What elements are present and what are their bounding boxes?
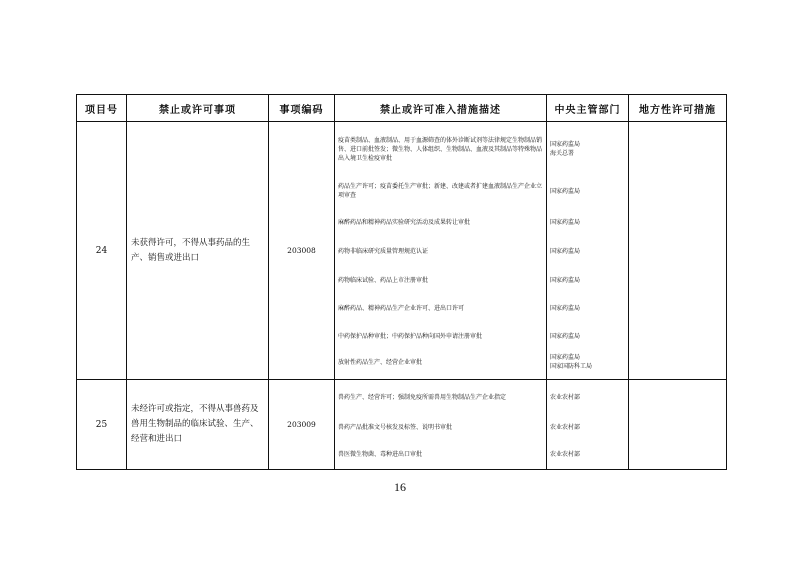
row-item: 未获得许可，不得从事药品的生产、销售或进出口: [127, 122, 269, 380]
row-number: 24: [77, 122, 127, 380]
authority-item: 国家药监局: [550, 304, 581, 312]
row-authorities: [547, 122, 629, 380]
measure-item: 药物临床试验、药品上市注册审批: [338, 276, 429, 284]
header-item-number: 项目号: [77, 95, 127, 122]
row-number: 25: [77, 380, 127, 470]
authority-item: 国家药监局: [550, 187, 581, 195]
header-local-measures: 地方性许可措施: [629, 95, 727, 122]
measure-item: 麻醉药品、精神药品生产企业许可、进出口许可: [338, 304, 465, 312]
authority-item: 国家药监局: [550, 218, 581, 226]
table-row: [77, 380, 727, 470]
row-code: 203008: [269, 122, 335, 380]
authority-item: 国家药监局 海关总署: [550, 141, 581, 157]
row-code: 203009: [269, 380, 335, 470]
measure-item: 药品生产许可；疫苗委托生产审批；新建、改建或者扩建血液制品生产企业立项审查: [338, 183, 543, 199]
authority-item: 国家药监局: [550, 276, 581, 284]
measure-item: 兽医微生物菌、毒种进出口审批: [338, 450, 423, 458]
authority-item: 国家药监局: [550, 332, 581, 340]
permit-table: [76, 94, 727, 470]
row-item: 未经许可或指定，不得从事兽药及兽用生物制品的临床试验、生产、经营和进出口: [127, 380, 269, 470]
authority-item: 国家药监局: [550, 247, 581, 255]
authority-item: 农业农村部: [550, 393, 581, 401]
header-measures: 禁止或许可准入措施描述: [335, 95, 547, 122]
row-measures: [335, 380, 547, 470]
authority-item: 农业农村部: [550, 450, 581, 458]
authority-item: 国家药监局 国家国防科工局: [550, 354, 593, 370]
header-row: [77, 95, 727, 122]
row-authorities: [547, 380, 629, 470]
measure-item: 兽药产品批准文号核发及标签、说明书审批: [338, 423, 453, 431]
row-local-measures: [629, 122, 727, 380]
measure-item: 中药保护品种审批；中药保护品种向国外申请注册审批: [338, 332, 483, 340]
header-authority: 中央主管部门: [547, 95, 629, 122]
row-measures: [335, 122, 547, 380]
measure-item: 兽药生产、经营许可；强制免疫所需兽用生物制品生产企业指定: [338, 393, 507, 401]
table-row: [77, 122, 727, 380]
measure-item: 放射性药品生产、经营企业审批: [338, 358, 423, 366]
measure-item: 麻醉药品和精神药品实验研究活动及成果转让审批: [338, 218, 471, 226]
page-number: 16: [394, 480, 406, 494]
header-item-name: 禁止或许可事项: [127, 95, 269, 122]
authority-item: 农业农村部: [550, 423, 581, 431]
row-local-measures: [629, 380, 727, 470]
measure-item: 药物非临床研究质量管理规范认证: [338, 247, 429, 255]
header-item-code: 事项编码: [269, 95, 335, 122]
measure-item: 疫苗类制品、血液制品、用于血源筛查的体外诊断试剂等法律规定生物制品销售、进口前批签发；微生物、人体组织、生物制品、血液及其制品等特殊物品出入境卫生检疫审批: [338, 136, 543, 162]
